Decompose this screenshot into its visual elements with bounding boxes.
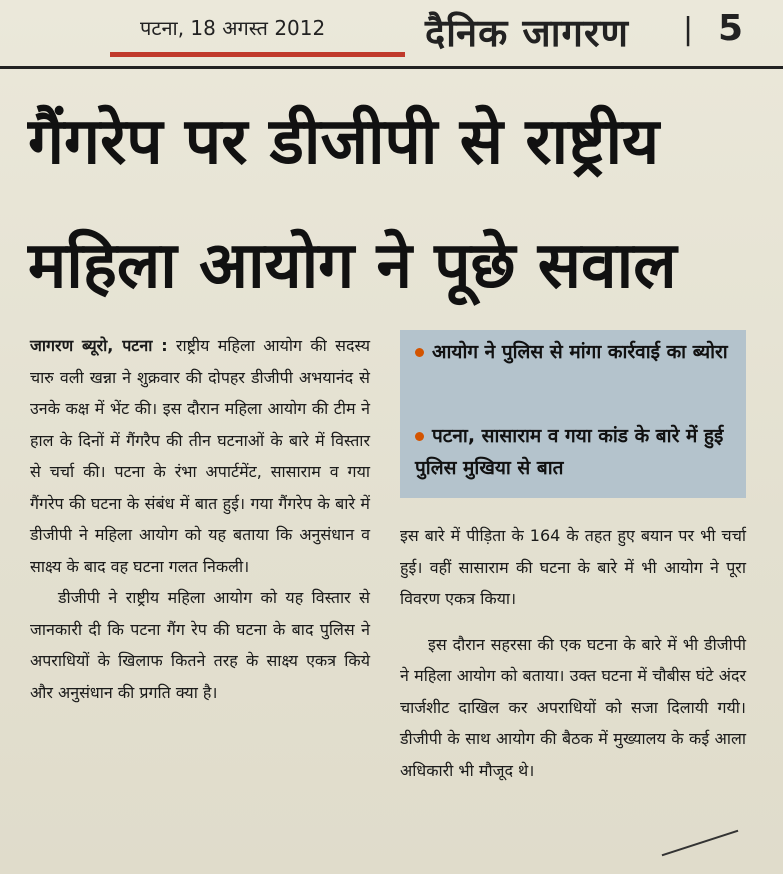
highlight-item <box>415 420 740 484</box>
bullet-icon <box>415 432 424 441</box>
headline-line-2: महिला आयोग ने पूछे सवाल <box>28 229 677 303</box>
highlights-box <box>400 330 746 498</box>
pen-mark <box>662 830 739 857</box>
article-paragraph <box>30 330 370 582</box>
masthead-separator: | <box>683 12 694 47</box>
article-paragraph: इस बारे में पीड़िता के 164 के तहत हुए बयान पर भी चर्चा हुई। वहीं सासाराम की घटना के बारे में भी आयोग ने पूरा विवरण एकत्र किया। <box>400 526 746 608</box>
highlight-text: आयोग ने पुलिस से मांगा कार्रवाई का ब्योरा <box>432 341 728 363</box>
paragraph-text: राष्ट्रीय महिला आयोग की सदस्य चारु वली खन्ना ने शुक्रवार की दोपहर डीजीपी अभयानंद से उनके कक्ष में भेंट की। इस दौरान महिला आयोग की टीम ने हाल के दिनों में गैंगरैप की तीन घटनाओं के बारे में विस्तार से चर्चा की। पटना के रंभा अपार्टमेंट, सासाराम व गया गैंगरेप की घटना के संबंध में बात हुई। गया गैंगरेप के बारे में डीजीपी ने महिला आयोग को यह बताया कि अनुसंधान व साक्ष्य के बाद वह घटना गलत निकली। <box>30 336 370 576</box>
article-paragraph: इस दौरान सहरसा की एक घटना के बारे में भी डीजीपी ने महिला आयोग को बताया। उक्त घटना में चौबीस घंटे अंदर चार्जशीट दाखिल कर अपराधियों को सजा दिलायी गयी। डीजीपी के साथ आयोग की बैठक में मुख्यालय के कई आला अधिकारी भी मौजूद थे। <box>400 634 746 780</box>
highlight-item <box>415 336 740 368</box>
article-left-column <box>30 330 370 708</box>
highlight-text: पटना, सासाराम व गया कांड के बारे में हुई पुलिस मुखिया से बात <box>415 425 724 479</box>
edition-date: पटना, 18 अगस्त 2012 <box>140 16 326 40</box>
masthead <box>0 0 783 70</box>
article-right-column <box>400 520 746 800</box>
headline <box>28 80 768 328</box>
article-paragraph: डीजीपी ने राष्ट्रीय महिला आयोग को यह विस्तार से जानकारी दी कि पटना गैंग रेप की घटना के बाद पुलिस ने अपराधियों के खिलाफ कितने तरह के साक्ष्य एकत्र किये और अनुसंधान की प्रगति क्या है। <box>30 588 370 702</box>
page-number: 5 <box>718 8 744 49</box>
accent-rule <box>110 52 405 57</box>
paper-name: दैनिक जागरण <box>425 10 629 55</box>
headline-line-1: गैंगरेप पर डीजीपी से राष्ट्रीय <box>28 105 660 179</box>
masthead-divider <box>0 66 783 69</box>
byline: जागरण ब्यूरो, पटना : <box>30 336 168 355</box>
bullet-icon <box>415 348 424 357</box>
